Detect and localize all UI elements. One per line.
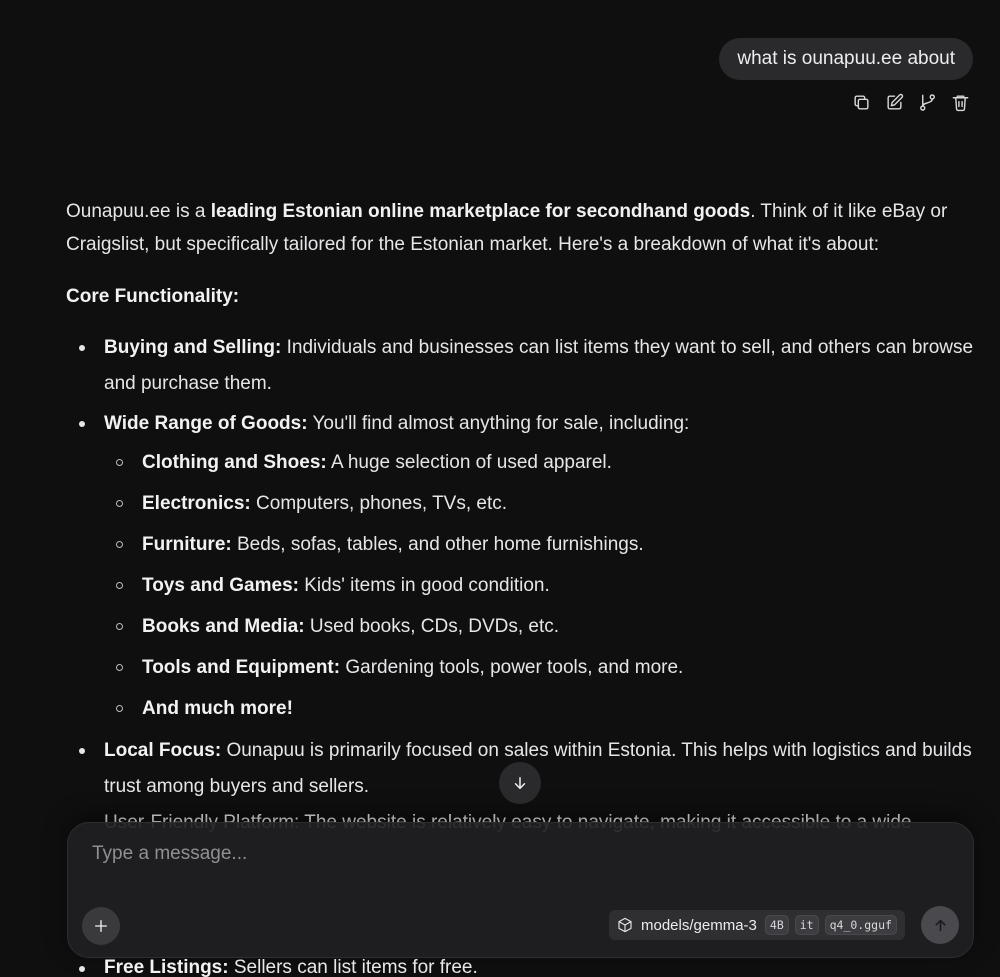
bullet-list xyxy=(66,330,976,805)
list-item: Wide Range of Goods: You'll find almost anything for sale, including: Clothing and Shoes: A huge selection of used apparel. Electronics: Computers, phones, TVs, etc. Furniture: Beds, sofas, tables, and other home furnishings. Toys and Games: Kids' items in good condition. Books and Media: Used books, CDs, DVDs, etc. Tools and Equipment: Gardening tools, power tools, and more. And much more! xyxy=(66,406,976,725)
add-attachment-button[interactable] xyxy=(82,907,120,945)
sub-list-item: Clothing and Shoes: A huge selection of used apparel. xyxy=(104,446,976,479)
sub-list-item: And much more! xyxy=(104,692,976,725)
sub-list xyxy=(104,446,976,725)
delete-icon[interactable] xyxy=(950,92,970,112)
assistant-response xyxy=(66,195,976,809)
list-item: Free Listings: Sellers can list items for free. xyxy=(66,953,478,977)
user-message-text: what is ounapuu.ee about xyxy=(737,48,955,69)
model-name: models/gemma-3 xyxy=(641,916,757,934)
sub-list-item: Tools and Equipment: Gardening tools, power tools, and more. xyxy=(104,651,976,684)
sub-list-item: Books and Media: Used books, CDs, DVDs, etc. xyxy=(104,610,976,643)
arrow-up-icon xyxy=(932,917,949,934)
model-tag-quant: q4_0.gguf xyxy=(825,915,897,935)
branch-icon[interactable] xyxy=(917,92,937,112)
sub-list-item: Toys and Games: Kids' items in good condition. xyxy=(104,569,976,602)
cube-icon xyxy=(617,917,633,933)
edit-icon[interactable] xyxy=(884,92,904,112)
plus-icon xyxy=(93,918,109,934)
section-heading: Core Functionality: xyxy=(66,286,240,307)
scroll-down-button[interactable] xyxy=(499,762,541,804)
arrow-down-icon xyxy=(511,774,529,792)
model-selector[interactable] xyxy=(609,910,905,940)
list-item: Buying and Selling: Individuals and businesses can list items they want to sell, and others can browse and purchase them. xyxy=(66,330,976,402)
copy-icon[interactable] xyxy=(851,92,871,112)
response-intro: Ounapuu.ee is a leading Estonian online marketplace for secondhand goods. Think of it like eBay or Craigslist, but specifically tailored for the Estonian market. Here's a breakdown of what it's about: xyxy=(66,201,948,255)
model-tag-size: 4B xyxy=(765,915,789,935)
model-tag-variant: it xyxy=(795,915,819,935)
user-message-bubble xyxy=(719,38,973,80)
sub-list-item: Furniture: Beds, sofas, tables, and other home furnishings. xyxy=(104,528,976,561)
send-button[interactable] xyxy=(921,906,959,944)
message-input[interactable]: Type a message... xyxy=(92,843,248,864)
message-actions xyxy=(851,92,970,112)
list-item: Local Focus: Ounapuu is primarily focused on sales within Estonia. This helps with logistics and builds trust among buyers and sellers. xyxy=(66,733,976,805)
sub-list-item: Electronics: Computers, phones, TVs, etc. xyxy=(104,487,976,520)
message-composer xyxy=(67,822,974,958)
